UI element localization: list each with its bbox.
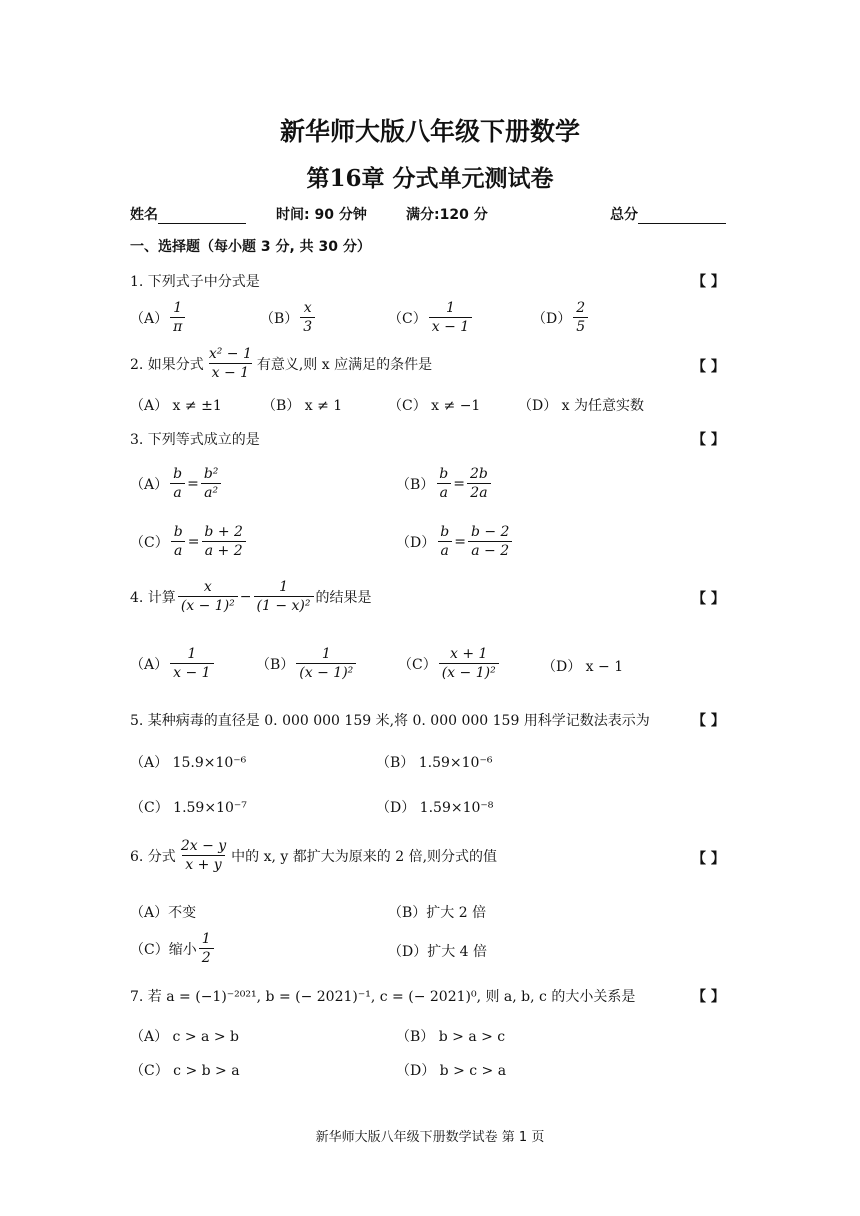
denominator: a (171, 541, 185, 560)
time-label: 时间: 90 分钟 (276, 207, 367, 223)
name-blank[interactable] (158, 210, 246, 224)
fraction (254, 579, 314, 615)
q7-option-c[interactable]: （C） c > b > a (130, 1063, 240, 1079)
denominator: (x − 1)² (178, 596, 238, 615)
stem-text: 6. 分式 (130, 849, 176, 865)
equals-sign: = (454, 534, 466, 550)
q2-option-a[interactable]: （A） x ≠ ±1 (130, 398, 222, 414)
fraction (429, 300, 472, 336)
option-label: （B） (260, 311, 299, 327)
stem-text: 4. 计算 (130, 590, 176, 606)
q4-option-d[interactable]: （D） x − 1 (542, 659, 624, 675)
denominator: π (170, 317, 185, 336)
numerator: 2b (470, 466, 488, 482)
numerator: 1 (321, 646, 331, 662)
question-3-stem: 3. 下列等式成立的是 (130, 432, 260, 448)
q4-option-b[interactable] (256, 646, 358, 682)
denominator: a + 2 (202, 541, 246, 560)
denominator: a (438, 541, 452, 560)
denominator: x − 1 (429, 317, 472, 336)
page-footer: 新华师大版八年级下册数学试卷 第 1 页 (315, 1130, 545, 1145)
numerator: b (440, 524, 450, 540)
q6-option-a[interactable]: （A）不变 (130, 905, 197, 921)
q2-option-c[interactable]: （C） x ≠ −1 (388, 398, 481, 414)
fraction (468, 524, 513, 560)
option-label: （D） (396, 535, 436, 551)
stem-text: 2. 如果分式 (130, 357, 204, 373)
fraction (201, 524, 246, 560)
option-label: （B） (396, 477, 435, 493)
option-label: （A） (130, 477, 169, 493)
denominator: a (437, 483, 451, 502)
name-label: 姓名 (130, 207, 158, 223)
q5-option-a[interactable]: （A） 15.9×10⁻⁶ (130, 755, 247, 771)
stem-text: 中的 x, y 都扩大为原来的 2 倍,则分式的值 (231, 849, 498, 865)
answer-bracket-5[interactable]: 【 】 (692, 713, 725, 729)
fraction (201, 466, 222, 502)
answer-bracket-4[interactable]: 【 】 (692, 591, 725, 607)
answer-bracket-3[interactable]: 【 】 (692, 432, 725, 448)
denominator: (x − 1)² (439, 663, 499, 682)
option-label: （D） (532, 311, 572, 327)
fraction (573, 300, 588, 336)
fraction (199, 931, 214, 967)
total-blank[interactable] (638, 210, 726, 224)
question-2-stem (130, 346, 432, 382)
fraction (300, 300, 315, 336)
q4-option-a[interactable] (130, 646, 216, 682)
denominator: a² (201, 483, 221, 502)
denominator: x + y (182, 855, 224, 874)
q2-option-b[interactable]: （B） x ≠ 1 (262, 398, 343, 414)
q5-option-d[interactable]: （D） 1.59×10⁻⁸ (376, 800, 494, 816)
fraction (437, 524, 452, 560)
q5-option-b[interactable]: （B） 1.59×10⁻⁶ (376, 755, 493, 771)
question-7-stem: 7. 若 a = (−1)⁻²⁰²¹, b = (− 2021)⁻¹, c = (− 2021)⁰, 则 a, b, c 的大小关系是 (130, 989, 636, 1005)
fraction (170, 300, 185, 336)
fraction (178, 838, 229, 874)
numerator: x² − 1 (208, 346, 252, 362)
stem-text: 有意义,则 x 应满足的条件是 (256, 357, 433, 373)
numerator: x (303, 300, 312, 316)
q6-option-d[interactable]: （D）扩大 4 倍 (388, 944, 488, 960)
denominator: (x − 1)² (296, 663, 356, 682)
numerator: 2x − y (180, 838, 227, 854)
fraction (436, 466, 451, 502)
q1-option-b[interactable] (260, 300, 317, 336)
option-label: （C） (398, 657, 437, 673)
denominator: x − 1 (170, 663, 213, 682)
question-1-stem: 1. 下列式子中分式是 (130, 274, 260, 290)
numerator: b (439, 466, 449, 482)
total-field[interactable] (610, 204, 726, 224)
q6-option-b[interactable]: （B）扩大 2 倍 (388, 905, 487, 921)
question-6-stem (130, 838, 497, 874)
denominator: 3 (300, 317, 315, 336)
numerator: 1 (187, 646, 197, 662)
q5-option-c[interactable]: （C） 1.59×10⁻⁷ (130, 800, 247, 816)
q2-option-d[interactable]: （D） x 为任意实数 (518, 398, 645, 414)
option-label: （C）缩小 (130, 942, 197, 958)
numerator: b (173, 524, 183, 540)
equals-sign: = (187, 476, 199, 492)
fraction (206, 346, 255, 382)
question-5-stem: 5. 某种病毒的直径是 0. 000 000 159 米,将 0. 000 000 159 用科学记数法表示为 (130, 713, 650, 729)
option-label: （B） (256, 657, 295, 673)
denominator: x − 1 (209, 363, 252, 382)
q1-option-c[interactable] (388, 300, 474, 336)
denominator: 5 (573, 317, 588, 336)
numerator: x + 1 (449, 646, 488, 662)
q6-option-c[interactable] (130, 931, 216, 967)
denominator: 2a (467, 483, 490, 502)
denominator: 2 (199, 948, 214, 967)
question-4-stem (130, 579, 372, 615)
denominator: a − 2 (468, 541, 512, 560)
numerator: x (203, 579, 212, 595)
numerator: b (173, 466, 183, 482)
q4-option-c[interactable] (398, 646, 501, 682)
option-label: （A） (130, 311, 169, 327)
total-label: 总分 (610, 207, 638, 223)
numerator: b − 2 (470, 524, 510, 540)
q3-option-c[interactable] (130, 524, 248, 560)
fraction (170, 466, 185, 502)
denominator: a (170, 483, 184, 502)
answer-bracket-7[interactable]: 【 】 (692, 989, 725, 1005)
q7-option-d[interactable]: （D） b > c > a (396, 1063, 507, 1079)
option-label: （A） (130, 657, 169, 673)
numerator: 1 (279, 579, 288, 595)
section-heading: 一、选择题（每小题 3 分, 共 30 分） (130, 239, 371, 255)
full-score-label: 满分:120 分 (406, 207, 488, 223)
q3-option-a[interactable] (130, 466, 223, 502)
page-title: 新华师大版八年级下册数学 (279, 117, 580, 146)
fraction (171, 524, 186, 560)
numerator: 1 (445, 300, 455, 316)
q7-option-a[interactable]: （A） c > a > b (130, 1029, 239, 1045)
denominator: (1 − x)² (254, 596, 314, 615)
answer-bracket-2[interactable]: 【 】 (692, 359, 725, 375)
q7-option-b[interactable]: （B） b > a > c (396, 1029, 506, 1045)
equals-sign: = (453, 476, 465, 492)
q3-option-d[interactable] (396, 524, 514, 560)
numerator: 1 (201, 931, 211, 947)
q3-option-b[interactable] (396, 466, 493, 502)
fraction (178, 579, 238, 615)
stem-text: 的结果是 (315, 590, 372, 606)
equals-sign: = (187, 534, 200, 550)
q1-option-a[interactable] (130, 300, 187, 336)
fraction (467, 466, 491, 502)
fraction (439, 646, 499, 682)
minus-sign: − (239, 589, 252, 605)
numerator: 2 (576, 300, 586, 316)
q1-option-d[interactable] (532, 300, 590, 336)
page-subtitle: 第16章 分式单元测试卷 (306, 165, 554, 192)
numerator: 1 (173, 300, 183, 316)
answer-bracket-1[interactable]: 【 】 (692, 274, 725, 290)
name-field[interactable] (130, 204, 246, 224)
numerator: b + 2 (204, 524, 243, 540)
numerator: b² (203, 466, 219, 482)
fraction (170, 646, 213, 682)
fraction (296, 646, 356, 682)
option-label: （C） (130, 535, 169, 551)
answer-bracket-6[interactable]: 【 】 (692, 851, 725, 867)
option-label: （C） (388, 311, 427, 327)
